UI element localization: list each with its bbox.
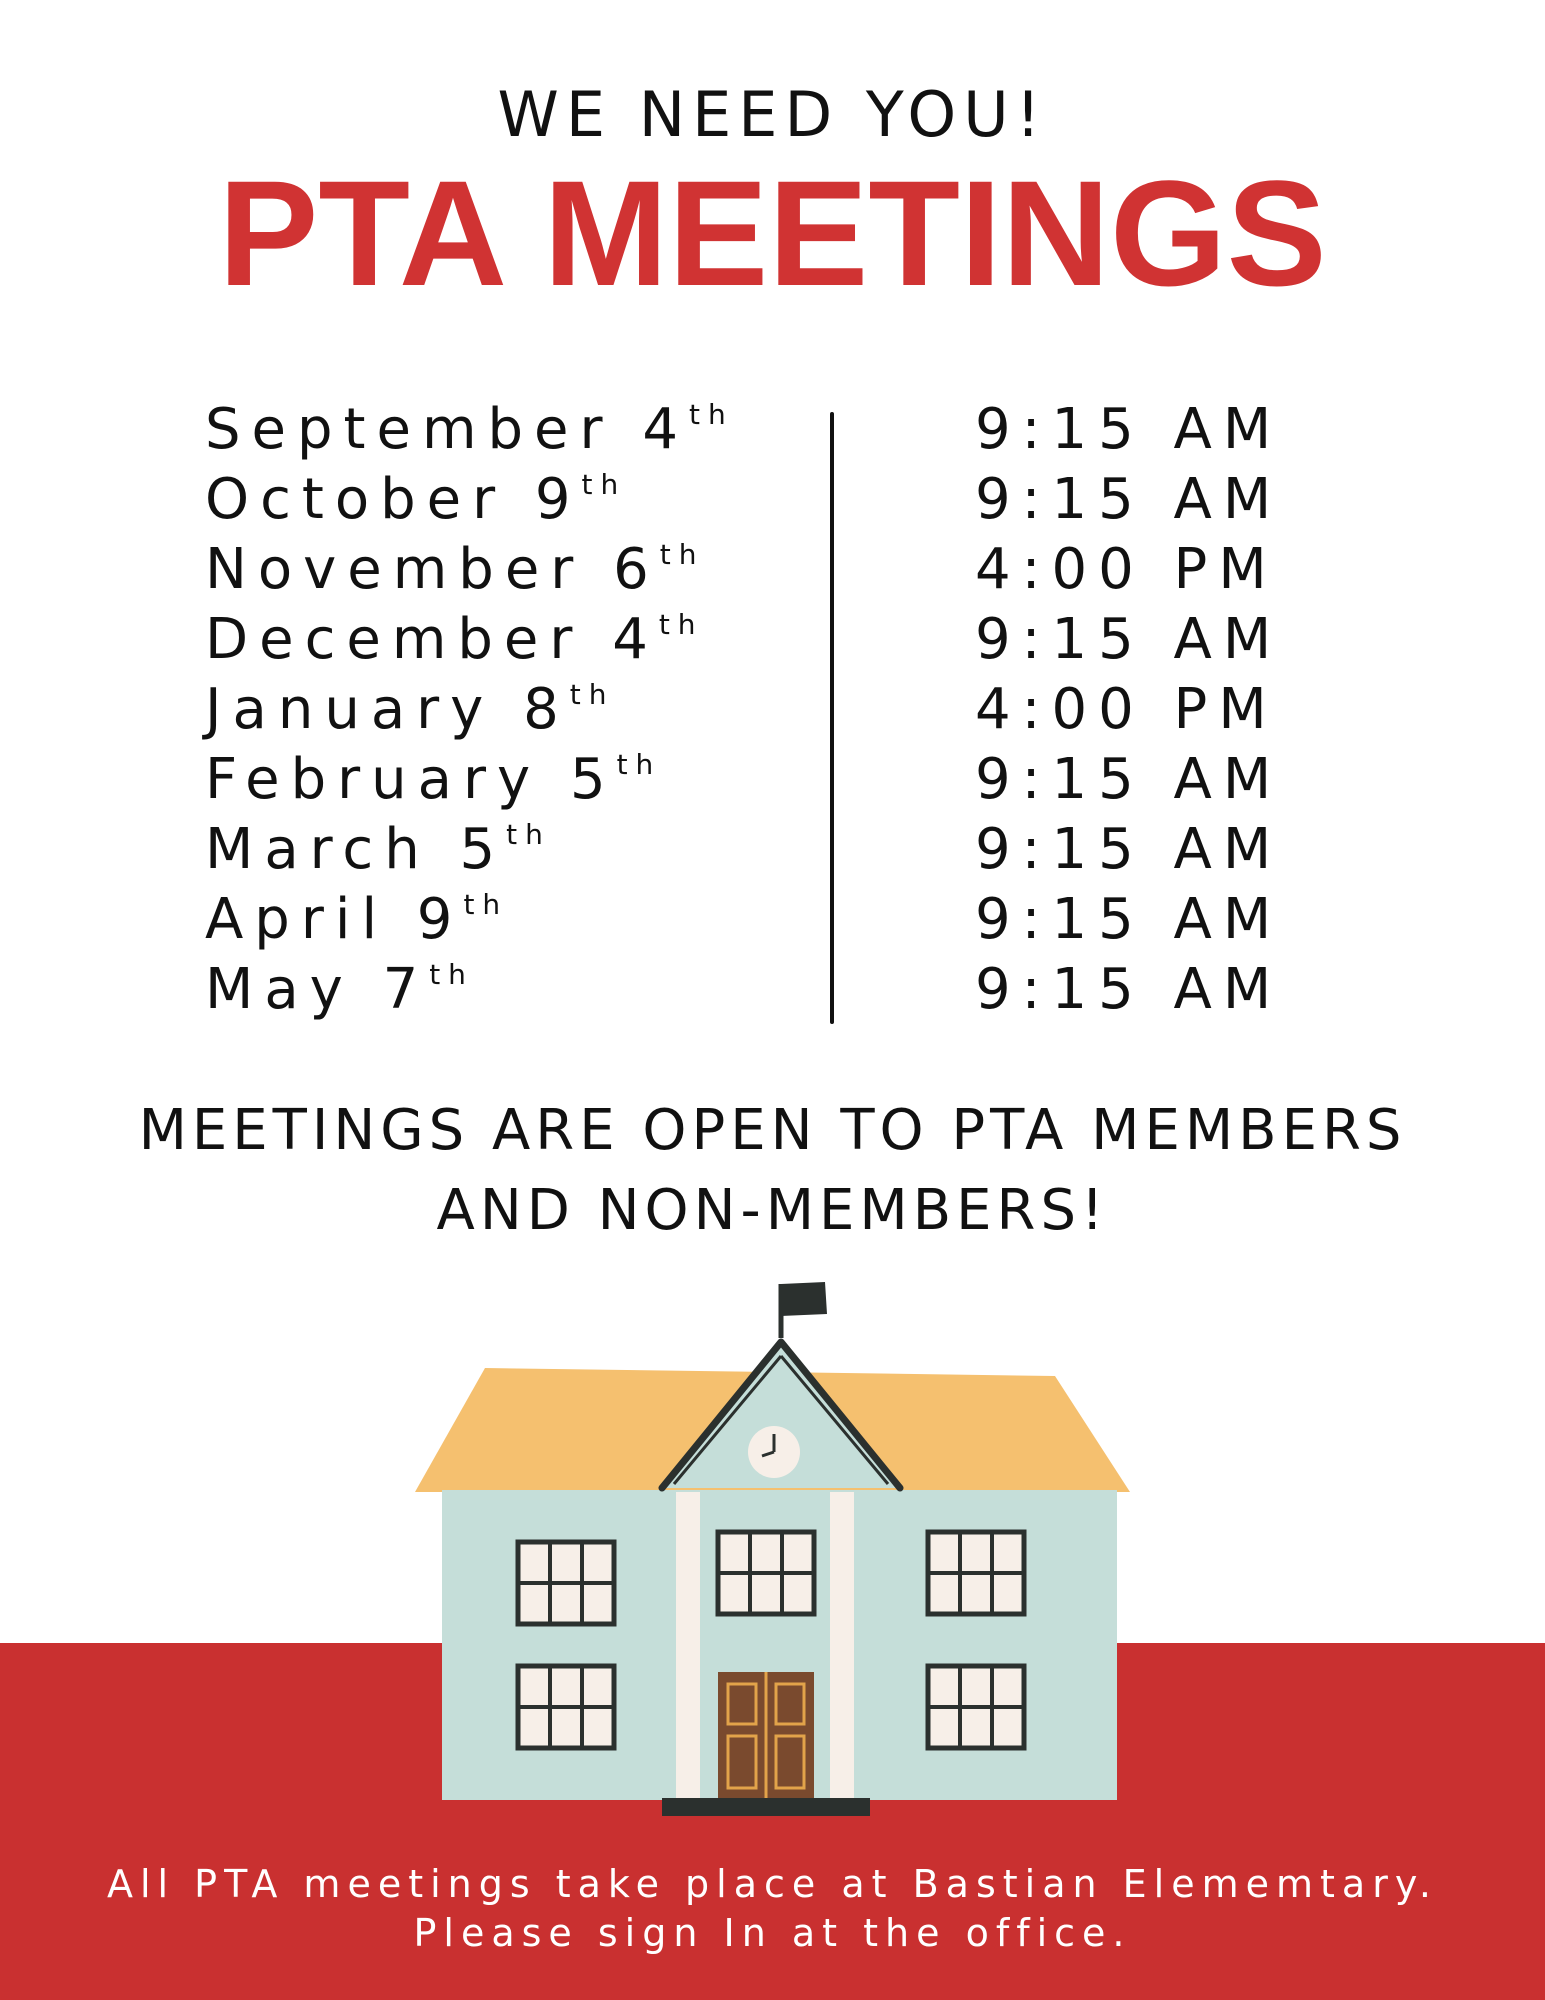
date-text: February 5 <box>205 747 617 812</box>
footer-line-2: Please sign In at the office. <box>413 1911 1132 1955</box>
meeting-date <box>205 535 825 605</box>
ordinal-suffix: th <box>581 468 627 501</box>
meeting-date <box>205 815 825 885</box>
open-notice-line-1: MEETINGS ARE OPEN TO PTA MEMBERS <box>138 1098 1407 1163</box>
meeting-date <box>205 675 825 745</box>
date-text: March 5 <box>205 817 507 882</box>
meeting-time: 4:00 PM <box>975 537 1278 602</box>
meeting-time: 9:15 AM <box>975 397 1283 462</box>
ordinal-suffix: th <box>658 608 704 641</box>
ordinal-suffix: th <box>506 818 551 851</box>
meeting-date <box>205 605 825 675</box>
ordinal-suffix: th <box>429 958 474 991</box>
page-title: PTA MEETINGS <box>218 149 1327 317</box>
kicker-text: WE NEED YOU! <box>497 78 1048 151</box>
date-text: January 8 <box>205 677 570 742</box>
ordinal-suffix: th <box>463 888 509 921</box>
meeting-time: 9:15 AM <box>975 817 1283 882</box>
date-text: September 4 <box>205 397 689 462</box>
date-text: December 4 <box>205 607 659 672</box>
ordinal-suffix: th <box>688 398 734 431</box>
column-divider <box>830 412 834 1024</box>
ordinal-suffix: th <box>569 678 615 711</box>
ordinal-suffix: th <box>616 748 662 781</box>
meeting-dates-column <box>205 395 825 1025</box>
footer-line-1: All PTA meetings take place at Bastian Elememtary. <box>106 1862 1438 1906</box>
school-building-icon <box>400 1270 1160 1830</box>
date-text: October 9 <box>205 467 582 532</box>
meeting-time: 9:15 AM <box>975 957 1283 1022</box>
ordinal-suffix: th <box>659 538 705 571</box>
meeting-time: 9:15 AM <box>975 607 1283 672</box>
meeting-date <box>205 465 825 535</box>
date-text: May 7 <box>205 957 430 1022</box>
meeting-date <box>205 745 825 815</box>
meeting-time: 9:15 AM <box>975 887 1283 952</box>
meeting-date <box>205 885 825 955</box>
meeting-date <box>205 395 825 465</box>
meeting-times-column <box>975 395 1315 1025</box>
meeting-time: 9:15 AM <box>975 467 1283 532</box>
meeting-time: 9:15 AM <box>975 747 1283 812</box>
meeting-time: 4:00 PM <box>975 677 1278 742</box>
date-text: November 6 <box>205 537 660 602</box>
date-text: April 9 <box>205 887 464 952</box>
open-notice-line-2: AND NON-MEMBERS! <box>436 1178 1109 1243</box>
meeting-date <box>205 955 825 1025</box>
